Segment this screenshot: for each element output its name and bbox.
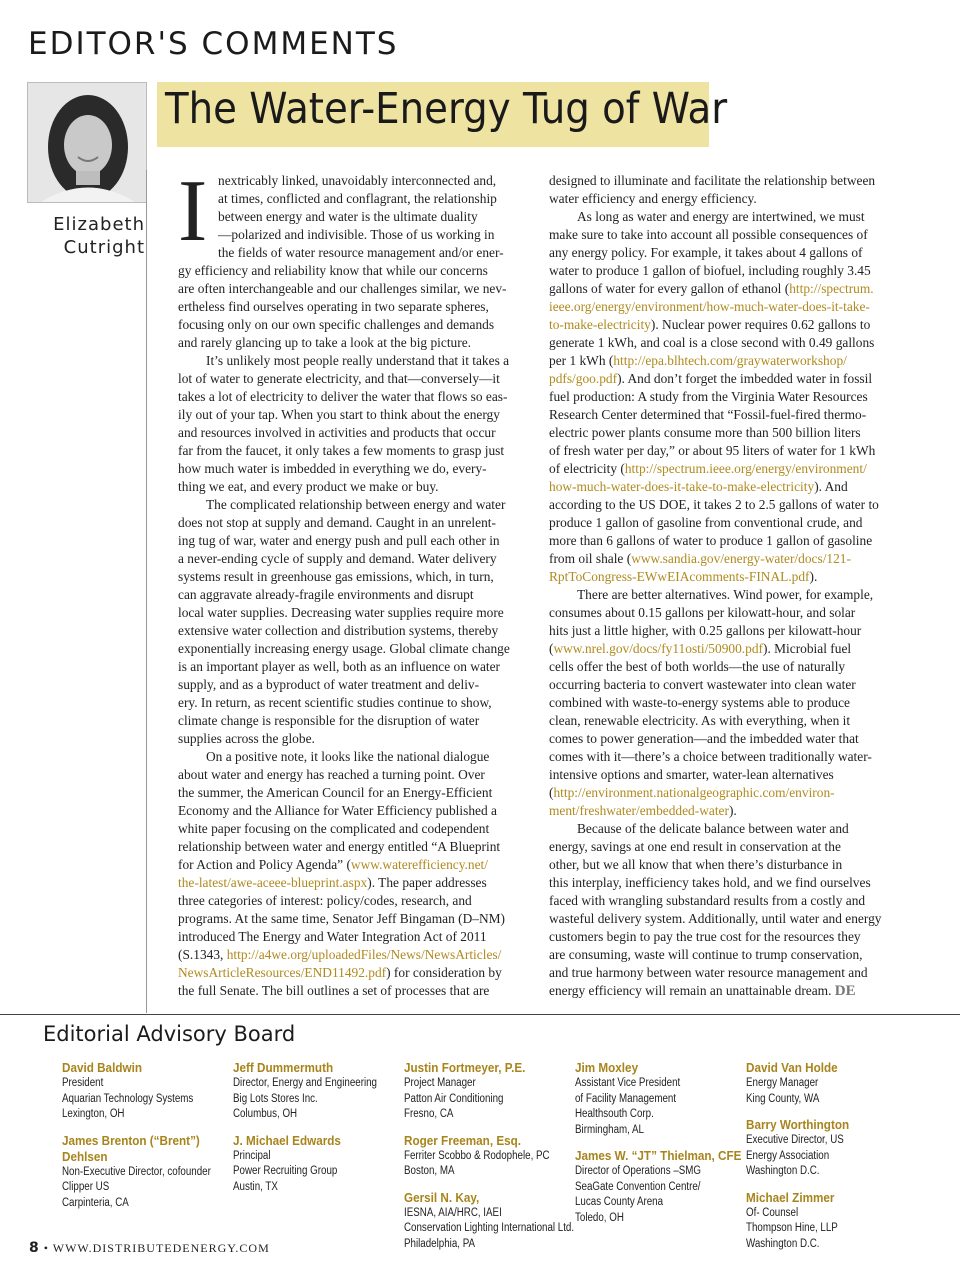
line-text: customers begin to pay the true cost for the resources they <box>549 929 861 944</box>
article-line <box>178 352 528 370</box>
line-text: at times, conflicted and conflagrant, the relationship <box>218 191 497 206</box>
board-member <box>233 1133 398 1196</box>
line-text: energy, savings at one end result in conservation at the <box>549 839 841 854</box>
member-detail: Energy Manager <box>746 1077 819 1089</box>
article-line <box>549 820 909 838</box>
article-line <box>549 262 909 280</box>
board-member <box>575 1148 740 1226</box>
member-detail: Big Lots Stores Inc. <box>233 1092 318 1105</box>
member-detail: Non-Executive Director, cofounder <box>62 1165 211 1178</box>
article-line <box>549 190 909 208</box>
line-text: are consuming, waste will continue to trump conservation, <box>549 947 863 962</box>
board-member <box>62 1060 227 1123</box>
article-line <box>549 172 909 190</box>
article-line <box>178 586 528 604</box>
board-member <box>404 1133 569 1180</box>
end-signature: DE <box>834 983 856 999</box>
line-text: (S.1343, <box>178 947 227 962</box>
line-text: of fresh water per day,” or about 95 liters of water for 1 kWh <box>549 443 876 458</box>
line-text: is an important player as well, both as an influence on water <box>178 659 501 674</box>
article-link[interactable]: pdfs/goo.pdf <box>549 371 618 386</box>
member-detail: Executive Director, US <box>746 1134 844 1146</box>
line-text: are often interchangeable and our challenges similar, we nev- <box>178 281 507 296</box>
article-line <box>178 244 528 262</box>
page-footer <box>29 1240 270 1256</box>
board-member <box>404 1060 569 1123</box>
article-line <box>178 568 528 586</box>
line-text: ( <box>549 641 554 656</box>
article-line <box>178 784 528 802</box>
article-line <box>549 568 909 586</box>
article-line <box>549 640 909 658</box>
line-text: the full Senate. The bill outlines a set of processes that are <box>178 983 490 998</box>
member-detail: Of- Counsel <box>746 1206 799 1219</box>
article-line <box>549 406 909 424</box>
article-link[interactable]: NewsArticleResources/END11492.pdf <box>178 965 387 980</box>
article-line <box>549 856 909 874</box>
article-line <box>178 424 528 442</box>
article-line <box>549 802 909 820</box>
line-text: wasteful delivery system. Additionally, until water and energy <box>549 911 882 926</box>
article-link[interactable]: ieee.org/energy/environment/how-much-water-does-it-take- <box>549 299 870 314</box>
line-text: takes a lot of electricity to deliver the water that flows so eas- <box>178 389 508 404</box>
article-line <box>178 622 528 640</box>
article-link[interactable]: RptToCongress-EWwEIAcomments-FINAL.pdf <box>549 569 810 584</box>
article-line <box>178 460 528 478</box>
line-text-after: ). And don’t forget the imbedded water in fossil <box>617 371 873 386</box>
article-line <box>549 838 909 856</box>
drop-cap: I <box>178 163 208 260</box>
line-text: ily out of your tap. When you start to think about the energy <box>178 407 500 422</box>
article-line <box>549 280 909 298</box>
line-text-after: ). The paper addresses <box>367 875 487 890</box>
line-text: On a positive note, it looks like the national dialogue <box>206 749 490 764</box>
line-text: make sure to take into account all possible consequences of <box>549 227 868 242</box>
article-line <box>178 838 528 856</box>
member-detail: Lucas County Arena <box>575 1196 664 1208</box>
line-text: can aggravate already-fragile environments and disrupt <box>178 587 474 602</box>
article-line <box>178 928 528 946</box>
article-line <box>178 280 528 298</box>
line-text: this interplay, inefficiency takes hold, and we find ourselves <box>549 875 871 890</box>
article-line <box>178 694 528 712</box>
line-text: hits just a little higher, with 0.25 gallons per kilowatt-hour <box>549 623 862 638</box>
line-text-after: ). <box>728 803 737 818</box>
board-member <box>233 1060 398 1123</box>
article-link[interactable]: http://spectrum.ieee.org/energy/environment/ <box>624 461 867 476</box>
member-detail: IESNA, AIA/HRC, IAEI <box>404 1206 502 1219</box>
line-text: supply, and as a byproduct of water treatment and deliv- <box>178 677 480 692</box>
article-line <box>178 172 528 190</box>
article-line <box>178 388 528 406</box>
article-line <box>549 622 909 640</box>
author-portrait-image <box>28 83 147 203</box>
article-line <box>178 676 528 694</box>
article-line <box>178 208 528 226</box>
article-line <box>178 406 528 424</box>
board-column <box>404 1060 575 1262</box>
member-detail: Philadelphia, PA <box>404 1237 476 1250</box>
article-line <box>178 532 528 550</box>
article-line <box>549 892 909 910</box>
article-column-1 <box>178 163 528 1000</box>
article-line <box>178 226 528 244</box>
article-line <box>178 910 528 928</box>
line-text: more than 6 gallons of water to produce 1 gallon of gasoline <box>549 533 873 548</box>
board-column <box>62 1060 227 1221</box>
article-line <box>549 874 909 892</box>
article-line <box>549 928 909 946</box>
line-text: according to the US DOE, it takes 2 to 2.5 gallons of water to <box>549 497 879 512</box>
board-member <box>575 1060 740 1138</box>
line-text: faced with wrangling substandard results from a costly and <box>549 893 866 908</box>
line-text: relationship between water and energy entitled “A Blueprint <box>178 839 501 854</box>
line-text: combined with waste-to-energy systems able to produce <box>549 695 850 710</box>
article-link[interactable]: how-much-water-does-it-take-to-make-electricity <box>549 479 815 494</box>
member-name: Jim Moxley <box>575 1060 639 1075</box>
article-line <box>549 910 909 928</box>
board-member <box>746 1117 911 1180</box>
article-line <box>178 604 528 622</box>
line-text: for Action and Policy Agenda” ( <box>178 857 351 872</box>
article-line <box>178 730 528 748</box>
board-divider <box>0 1014 960 1015</box>
article-link[interactable]: http://environment.nationalgeographic.com/environ- <box>553 785 835 800</box>
article-line <box>178 946 528 964</box>
article-line <box>178 766 528 784</box>
line-text: does not stop at supply and demand. Caught in an unrelent- <box>178 515 496 530</box>
member-name: David Van Holde <box>746 1060 838 1075</box>
article-line <box>549 352 909 370</box>
member-detail: Power Recruiting Group <box>233 1165 338 1177</box>
member-detail: Columbus, OH <box>233 1108 298 1120</box>
member-detail: Washington D.C. <box>746 1165 820 1177</box>
article-link[interactable]: http://epa.blhtech.com/graywaterworkshop/ <box>613 353 847 368</box>
line-text: between energy and water is the ultimate duality <box>218 209 478 224</box>
article-line <box>549 208 909 226</box>
article-line <box>178 640 528 658</box>
line-text: per 1 kWh ( <box>549 353 614 368</box>
article-link[interactable]: ment/freshwater/embedded-water <box>549 803 729 818</box>
line-text: gy efficiency and reliability know that while our concerns <box>178 263 488 278</box>
line-text: ery. In return, as recent scientific studies continue to show, <box>178 695 492 710</box>
article-link[interactable]: www.sandia.gov/energy-water/docs/121- <box>631 551 851 566</box>
page-number: 8 <box>29 1240 40 1256</box>
line-text: exponentially increasing energy usage. Global climate change <box>178 641 510 656</box>
member-detail: Conservation Lighting International Ltd. <box>404 1222 575 1234</box>
article-line <box>549 478 909 496</box>
member-detail: Principal <box>233 1149 271 1162</box>
line-text: ( <box>549 785 554 800</box>
board-title: Editorial Advisory Board <box>43 1022 296 1046</box>
line-text: and resources involved in activities and products that occur <box>178 425 496 440</box>
article-line <box>178 262 528 280</box>
member-detail: Thompson Hine, LLP <box>746 1222 838 1234</box>
line-text: about water and energy has reached a turning point. Over <box>178 767 485 782</box>
article-line <box>178 748 528 766</box>
article-line <box>178 316 528 334</box>
member-detail: Project Manager <box>404 1077 476 1089</box>
line-text: cells offer the best of both worlds—the use of naturally <box>549 659 846 674</box>
board-member <box>404 1189 575 1253</box>
line-text: Economy and the Alliance for Water Efficiency published a <box>178 803 497 818</box>
article-line <box>178 550 528 568</box>
member-detail: Boston, MA <box>404 1165 455 1177</box>
line-text: water to produce 1 gallon of biofuel, including roughly 3.45 <box>549 263 871 278</box>
article-line <box>178 892 528 910</box>
line-text: It’s unlikely most people really understand that it takes a <box>206 353 510 368</box>
member-name: James W. “JT” Thielman, CFE <box>575 1148 742 1163</box>
article-link[interactable]: to-make-electricity <box>549 317 651 332</box>
line-text: how much water is imbedded in everything we do, every- <box>178 461 487 476</box>
member-name-cont: Dehlsen <box>62 1148 108 1164</box>
board-column <box>746 1060 911 1262</box>
member-detail: Birmingham, AL <box>575 1123 645 1136</box>
line-text-after: ). Nuclear power requires 0.62 gallons to <box>650 317 871 332</box>
article-line <box>178 334 528 352</box>
line-text: clean, renewable electricity. As with everything, when it <box>549 713 851 728</box>
line-text: any energy policy. For example, it takes about 4 gallons of <box>549 245 863 260</box>
section-title: EDITOR'S COMMENTS <box>28 26 399 62</box>
article-line <box>178 478 528 496</box>
line-text: comes with it—there’s a choice between traditionally water- <box>549 749 872 764</box>
member-name: Justin Fortmeyer, P.E. <box>404 1060 526 1075</box>
article-line <box>549 460 909 478</box>
line-text: fuel production: A study from the Virginia Water Resources <box>549 389 868 404</box>
line-text-after: ). Microbial fuel <box>762 641 852 656</box>
article-link[interactable]: www.nrel.gov/docs/fy11osti/50900.pdf <box>553 641 763 656</box>
board-member <box>746 1060 911 1107</box>
line-text: As long as water and energy are intertwined, we must <box>577 209 865 224</box>
line-text: white paper focusing on the complicated and codependent <box>178 821 490 836</box>
article-line <box>549 604 909 622</box>
line-text: of electricity ( <box>549 461 625 476</box>
line-text: electric power plants consume more than 500 billion liters <box>549 425 861 440</box>
line-text: local water supplies. Decreasing water supplies require more <box>178 605 504 620</box>
line-text: energy efficiency will remain an unattainable dream. <box>549 983 835 998</box>
article-line <box>178 874 528 892</box>
line-text: ertheless find ourselves operating in two separate spheres, <box>178 299 489 314</box>
line-text: extensive water collection and distribution systems, thereby <box>178 623 499 638</box>
member-detail: President <box>62 1077 104 1089</box>
member-detail: of Facility Management <box>575 1092 677 1105</box>
article-link[interactable]: www.waterefficiency.net/ <box>350 857 488 872</box>
line-text: climate change is responsible for the disruption of water <box>178 713 480 728</box>
board-column <box>233 1060 398 1205</box>
line-text: focusing only on our own specific challenges and demands <box>178 317 495 332</box>
article-line <box>549 298 909 316</box>
author-first-name: Elizabeth <box>53 214 145 235</box>
board-column <box>575 1060 740 1236</box>
board-member <box>62 1133 227 1212</box>
member-name: James Brenton (“Brent”) <box>62 1132 200 1148</box>
article-line <box>549 244 909 262</box>
column-divider <box>146 170 147 1013</box>
article-line <box>549 442 909 460</box>
line-text: generate 1 kWh, and coal is a close second with 0.49 gallons <box>549 335 875 350</box>
member-detail: Assistant Vice President <box>575 1077 681 1089</box>
member-detail: Austin, TX <box>233 1180 278 1193</box>
line-text: consumes about 0.15 gallons per kilowatt-hour, and solar <box>549 605 856 620</box>
article-line <box>178 496 528 514</box>
article-line <box>178 820 528 838</box>
article-line <box>549 496 909 514</box>
member-name: Gersil N. Kay, <box>404 1189 480 1205</box>
member-detail: Aquarian Technology Systems <box>62 1092 194 1105</box>
member-detail: Lexington, OH <box>62 1108 125 1120</box>
article-line <box>178 856 528 874</box>
line-text: The complicated relationship between energy and water <box>206 497 506 512</box>
article-link[interactable]: http://a4we.org/uploadedFiles/News/NewsArticles/ <box>226 947 502 962</box>
line-text: and rarely glancing up to take a look at the big picture. <box>178 335 472 350</box>
line-text: There are better alternatives. Wind power, for example, <box>577 587 874 602</box>
line-text: gallons of water for every gallon of ethanol ( <box>549 281 790 296</box>
line-text: water efficiency and energy efficiency. <box>549 191 757 206</box>
member-name: Roger Freeman, Esq. <box>404 1132 522 1148</box>
line-text: from oil shale ( <box>549 551 632 566</box>
article-line <box>178 964 528 982</box>
article-column-2 <box>549 172 909 1000</box>
article-line <box>178 514 528 532</box>
author-name <box>30 213 145 259</box>
line-text: comes to power generation—and the imbedded water that <box>549 731 859 746</box>
member-detail: Energy Association <box>746 1149 830 1162</box>
member-detail: Director of Operations –SMG <box>575 1165 702 1177</box>
article-line <box>549 334 909 352</box>
footer-website-link[interactable]: WWW.DISTRIBUTEDENERGY.COM <box>52 1241 270 1255</box>
line-text: supplies across the globe. <box>178 731 315 746</box>
member-name: Jeff Dummermuth <box>233 1060 334 1075</box>
article-line <box>178 298 528 316</box>
article-line <box>549 388 909 406</box>
line-text: ing tug of war, water and energy push and pull each other in <box>178 533 500 548</box>
article-line <box>549 964 909 982</box>
member-name: J. Michael Edwards <box>233 1132 341 1148</box>
author-photo <box>27 82 147 203</box>
line-text: introduced The Energy and Water Integration Act of 2011 <box>178 929 487 944</box>
article-line <box>549 748 909 766</box>
line-text: designed to illuminate and facilitate the relationship between <box>549 173 876 188</box>
article-line <box>549 226 909 244</box>
article-line <box>549 424 909 442</box>
article-line <box>549 586 909 604</box>
article-line <box>549 550 909 568</box>
member-detail: Clipper US <box>62 1181 110 1193</box>
line-text-after: ). And <box>814 479 848 494</box>
line-text: programs. At the same time, Senator Jeff Bingaman (D–NM) <box>178 911 506 926</box>
headline: The Water-Energy Tug of War <box>165 84 728 134</box>
article-line <box>178 190 528 208</box>
line-text: three categories of interest: policy/codes, research, and <box>178 893 472 908</box>
member-name: Barry Worthington <box>746 1117 850 1132</box>
article-line <box>549 532 909 550</box>
article-line <box>178 982 528 1000</box>
author-last-name: Cutright <box>63 237 145 258</box>
line-text: intensive options and smarter, water-lean alternatives <box>549 767 834 782</box>
article-line <box>549 766 909 784</box>
line-text: lot of water to generate electricity, and that—conversely—it <box>178 371 500 386</box>
article-line <box>549 676 909 694</box>
line-text: occurring bacteria to convert wastewater into clean water <box>549 677 856 692</box>
member-detail: Ferriter Scobbo & Rodophele, PC <box>404 1149 550 1162</box>
article-line <box>549 370 909 388</box>
line-text-after: ). <box>809 569 818 584</box>
line-text-after: ) for consideration by <box>386 965 502 980</box>
line-text: systems result in greenhouse gas emissions, which, in turn, <box>178 569 494 584</box>
article-line <box>549 946 909 964</box>
article-line <box>178 712 528 730</box>
line-text: the summer, the American Council for an Energy-Efficient <box>178 785 493 800</box>
member-detail: SeaGate Convention Centre/ <box>575 1180 701 1193</box>
member-name: David Baldwin <box>62 1060 142 1075</box>
line-text: Research Center determined that “Fossil-fuel-fired thermo- <box>549 407 867 422</box>
line-text: the fields of water resource management and/or ener- <box>218 245 504 260</box>
article-link[interactable]: http://spectrum. <box>789 281 874 296</box>
member-detail: Toledo, OH <box>575 1211 624 1224</box>
member-detail: Fresno, CA <box>404 1108 454 1120</box>
article-line <box>178 370 528 388</box>
line-text: Because of the delicate balance between water and <box>577 821 849 836</box>
article-line <box>178 658 528 676</box>
article-line <box>178 442 528 460</box>
article-line <box>549 712 909 730</box>
member-detail: Washington D.C. <box>746 1237 820 1250</box>
article-line <box>549 316 909 334</box>
article-line <box>549 730 909 748</box>
footer-bullet: • <box>43 1241 49 1255</box>
member-name: Michael Zimmer <box>746 1189 835 1205</box>
article-line <box>549 784 909 802</box>
line-text: —polarized and indivisible. Those of us working in <box>218 227 495 242</box>
member-detail: Patton Air Conditioning <box>404 1092 504 1105</box>
line-text: far from the faucet, it only takes a few moments to grasp just <box>178 443 505 458</box>
article-line <box>549 658 909 676</box>
member-detail: Carpinteria, CA <box>62 1196 129 1209</box>
member-detail: King County, WA <box>746 1092 820 1105</box>
line-text: nextricably linked, unavoidably interconnected and, <box>218 173 497 188</box>
line-text: a never-ending cycle of supply and demand. Water delivery <box>178 551 497 566</box>
line-text: other, but we all know that when there’s disturbance in <box>549 857 843 872</box>
member-detail: Director, Energy and Engineering <box>233 1077 377 1089</box>
member-detail: Healthsouth Corp. <box>575 1108 654 1120</box>
board-member <box>746 1190 911 1253</box>
article-line <box>178 802 528 820</box>
line-text: and true harmony between water resource management and <box>549 965 868 980</box>
article-line <box>549 694 909 712</box>
article-line <box>549 982 909 1000</box>
line-text: produce 1 gallon of gasoline from conventional crude, and <box>549 515 863 530</box>
line-text: thing we eat, and every product we make or buy. <box>178 479 439 494</box>
article-line <box>549 514 909 532</box>
article-link[interactable]: the-latest/awe-aceee-blueprint.aspx <box>178 875 368 890</box>
